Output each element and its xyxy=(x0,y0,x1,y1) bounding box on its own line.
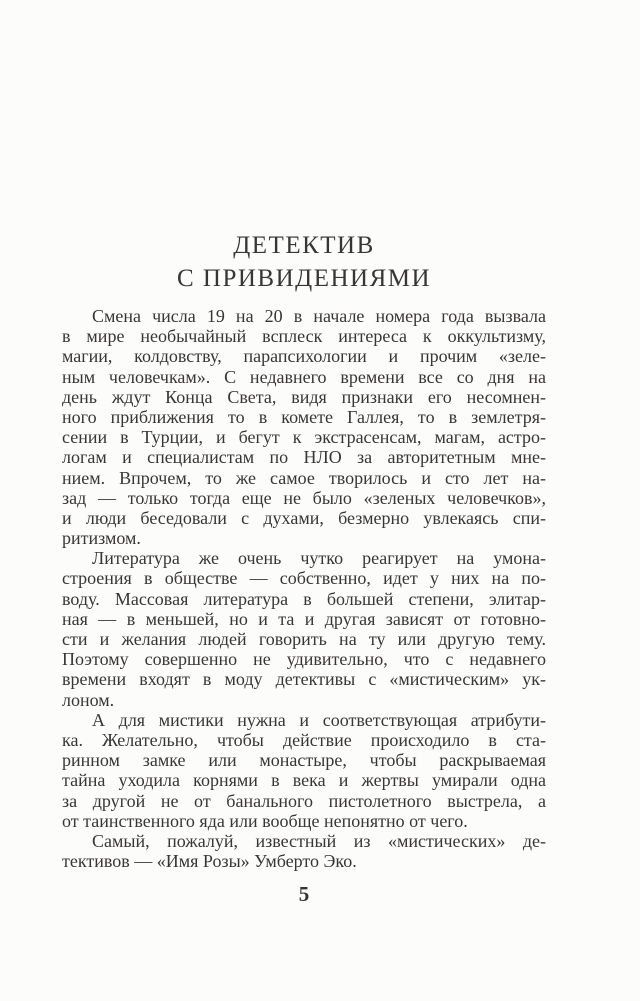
text-line: воду. Массовая литература в большей степени, элитар- xyxy=(62,588,546,609)
text-line: ного приближения то в комете Галлея, то в землетря- xyxy=(62,406,546,427)
text-line: и люди беседовали с духами, безмерно увлекаясь спи- xyxy=(62,507,546,528)
text-line: тайна уходила корнями в века и жертвы умирали одна xyxy=(62,770,546,791)
text-line: тективов — «Имя Розы» Умберто Эко. xyxy=(62,851,357,872)
text-line: ка. Желательно, чтобы действие происходило в ста- xyxy=(62,729,546,750)
text-line: строения в обществе — собственно, идет у них на по- xyxy=(62,568,546,589)
text-line: за другой не от банального пистолетного выстрела, а xyxy=(62,790,546,811)
text-line: магии, колдовству, парапсихологии и прочим «зеле- xyxy=(62,346,546,367)
text-line: лоном. xyxy=(62,689,115,710)
text-line: в мире необычайный всплеск интереса к оккультизму, xyxy=(62,326,546,347)
page-number: 5 xyxy=(298,882,310,906)
text-line: А для мистики нужна и соответствующая атрибути- xyxy=(92,709,546,730)
text-line: ная — в меньшей, но и та и другая зависят от готовно- xyxy=(62,608,546,629)
text-line: день ждут Конца Света, видя признаки его несомнен- xyxy=(62,386,546,407)
body-text xyxy=(62,306,546,871)
text-line: нием. Впрочем, то же самое творилось и сто лет на- xyxy=(62,467,546,488)
text-line: Литература же очень чутко реагирует на умона- xyxy=(92,548,546,569)
text-line: сти и желания людей говорить на ту или другую тему. xyxy=(62,629,546,649)
chapter-title xyxy=(62,229,546,295)
text-line: зад — только тогда еще не было «зеленых человечков», xyxy=(62,487,546,508)
text-line: времени входят в моду детективы с «мистическим» ук- xyxy=(62,669,546,690)
text-line: логам и специалистам по НЛО за авторитетным мне- xyxy=(62,447,546,468)
text-line: от таинственного яда или вообще непонятно от чего. xyxy=(62,810,468,831)
text-line: ритизмом. xyxy=(62,528,141,549)
text-line: Поэтому совершенно не удивительно, что с недавнего xyxy=(62,649,546,670)
chapter-title-line-1: ДЕТЕКТИВ xyxy=(233,232,375,259)
text-line: Смена числа 19 на 20 в начале номера года вызвала xyxy=(92,306,546,326)
chapter-title-line-2: С ПРИВИДЕНИЯМИ xyxy=(176,265,432,292)
text-line: сении в Турции, и бегут к экстрасенсам, магам, астро- xyxy=(62,427,546,448)
text-line: ным человечкам». С недавнего времени все со дня на xyxy=(62,366,546,387)
text-line: ринном замке или монастыре, чтобы раскрываемая xyxy=(62,750,546,771)
text-line: Самый, пожалуй, известный из «мистических» де- xyxy=(92,830,546,851)
